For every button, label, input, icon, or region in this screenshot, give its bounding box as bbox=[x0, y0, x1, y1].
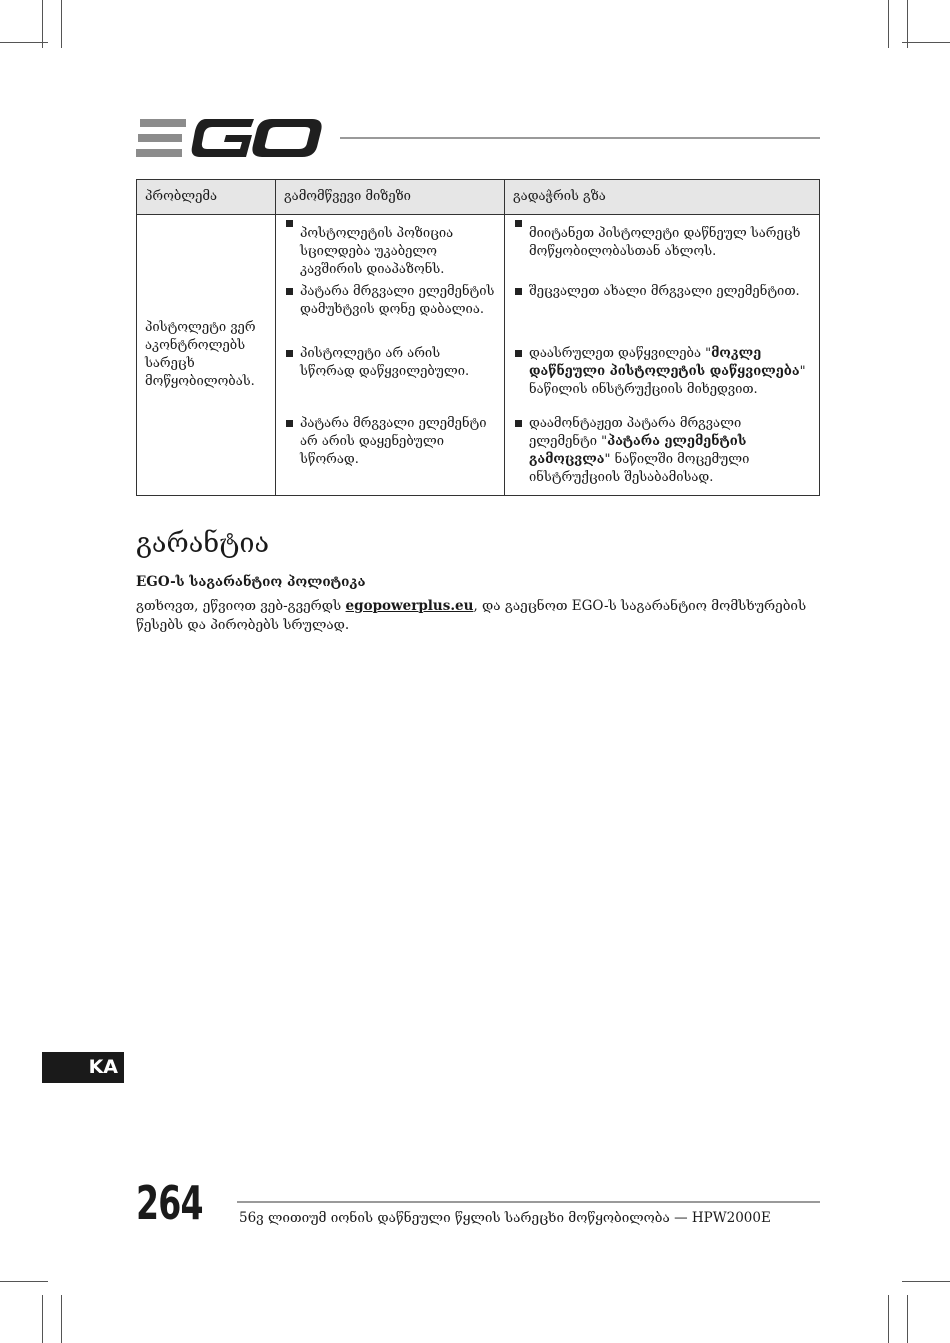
table-header-row bbox=[137, 180, 820, 215]
bullet-icon bbox=[515, 288, 522, 295]
language-tab: KA bbox=[42, 1052, 124, 1083]
page-number: 264 bbox=[136, 1176, 203, 1230]
bullet-icon bbox=[286, 288, 293, 295]
list-item: დაამონტაჟეთ პატარა მრგვალი ელემენტი "პატარა ელემენტის გამოცვლა" ნაწილში მოცემული ინსტრუქციის შესაბამისად. bbox=[505, 415, 819, 495]
crop-mark bbox=[907, 0, 908, 48]
bullet-icon bbox=[515, 220, 522, 227]
bullet-icon bbox=[515, 420, 522, 427]
problem-cell: პისტოლეტი ვერ აკონტროლებს სარეცხ მოწყობილობას. bbox=[137, 215, 276, 496]
cause-cell bbox=[276, 215, 505, 496]
solution-cell bbox=[505, 215, 820, 496]
crop-mark bbox=[42, 0, 43, 48]
ego-logo bbox=[136, 117, 322, 159]
crop-mark bbox=[61, 0, 62, 48]
list-item: მიიტანეთ პისტოლეტი დაწნეულ სარეცხ მოწყობილობასთან ახლოს. bbox=[505, 215, 819, 283]
list-item: დაასრულეთ დაწყვილება "მოკლე დაწნეული პისტოლეტის დაწყვილება" ნაწილის ინსტრუქციის მიხედვით. bbox=[505, 345, 819, 415]
website-link[interactable]: egopowerplus.eu bbox=[345, 598, 474, 614]
list-item: შეცვალეთ ახალი მრგვალი ელემენტით. bbox=[505, 283, 819, 345]
crop-mark bbox=[888, 1295, 889, 1343]
crop-mark bbox=[907, 1295, 908, 1343]
list-item: პატარა მრგვალი ელემენტი არ არის დაყენებული სწორად. bbox=[276, 415, 504, 495]
header-cause: გამომწვევი მიზეზი bbox=[276, 180, 505, 215]
warranty-subtitle: EGO-ს საგარანტიო პოლიტიკა bbox=[136, 574, 366, 590]
troubleshooting-table bbox=[136, 179, 820, 496]
bullet-icon bbox=[515, 350, 522, 357]
header-problem: პრობლემა bbox=[137, 180, 276, 215]
list-item: პატარა მრგვალი ელემენტის დამუხტვის დონე დაბალია. bbox=[276, 283, 504, 345]
crop-mark bbox=[42, 1295, 43, 1343]
crop-mark bbox=[0, 1281, 48, 1282]
warranty-paragraph: გთხოვთ, ეწვიოთ ვებ-გვერდს egopowerplus.eu, და გაეცნოთ EGO-ს საგარანტიო მომსხურების წესებს და პირობებს სრულად. bbox=[136, 598, 807, 633]
list-item: პისტოლეტი არ არის სწორად დაწყვილებული. bbox=[276, 345, 504, 415]
header-rule bbox=[340, 137, 820, 139]
footer-rule bbox=[237, 1201, 820, 1203]
table-row bbox=[137, 215, 820, 496]
header-solution: გადაჭრის გზა bbox=[505, 180, 820, 215]
bullet-icon bbox=[286, 420, 293, 427]
crop-mark bbox=[902, 42, 950, 43]
warranty-title: გარანტია bbox=[136, 528, 270, 559]
bullet-icon bbox=[286, 350, 293, 357]
footer-text: 56ვ ლითიუმ იონის დაწნეული წყლის სარეცხი მოწყობილობა — HPW2000E bbox=[239, 1210, 771, 1226]
crop-mark bbox=[0, 42, 48, 43]
crop-mark bbox=[902, 1281, 950, 1282]
crop-mark bbox=[61, 1295, 62, 1343]
bullet-icon bbox=[286, 220, 293, 227]
crop-mark bbox=[888, 0, 889, 48]
list-item: პოსტოლეტის პოზიცია სცილდება უკაბელო კავშირის დიაპაზონს. bbox=[276, 215, 504, 283]
